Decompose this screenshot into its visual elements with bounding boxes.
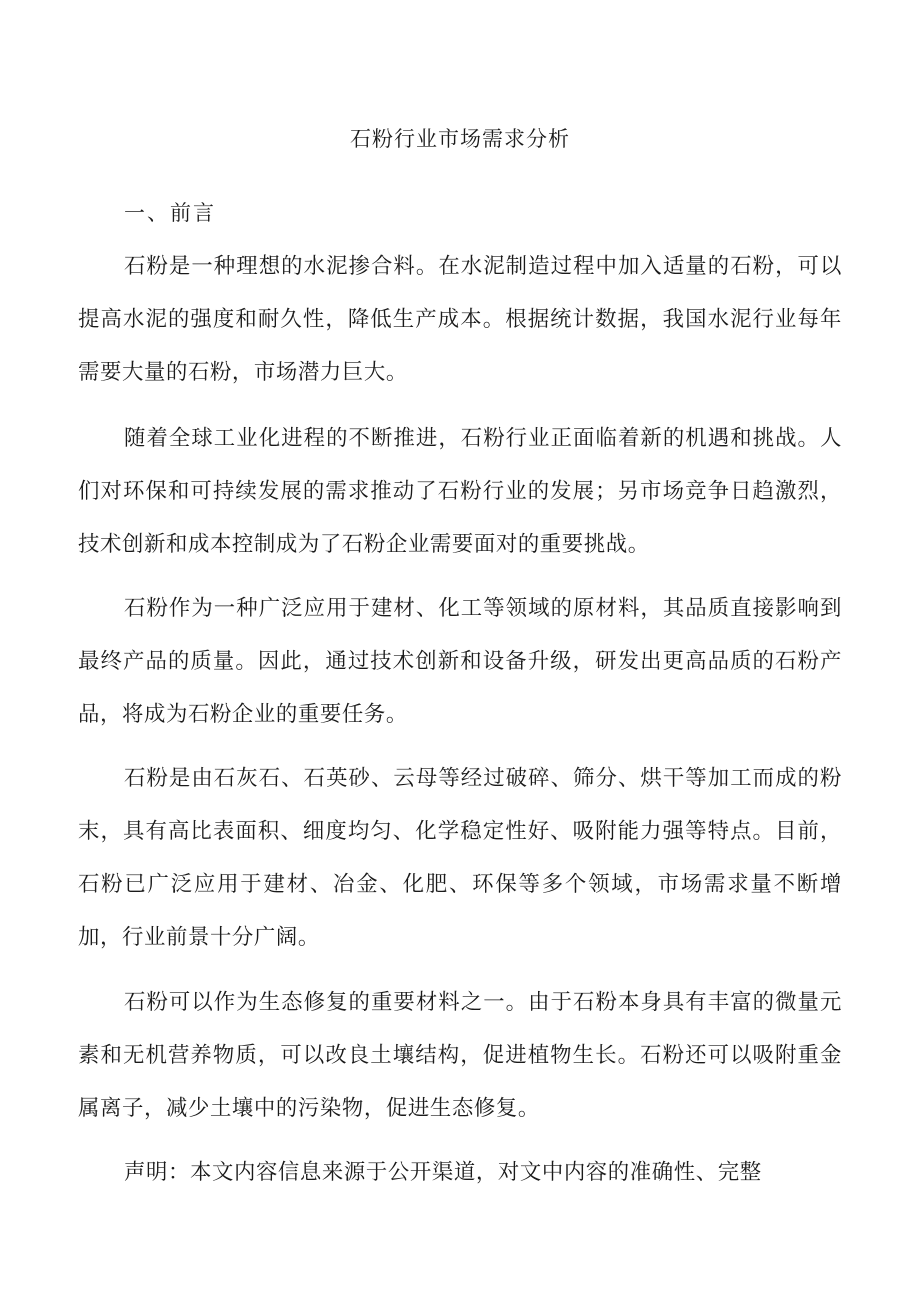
paragraph: 石粉是一种理想的水泥掺合料。在水泥制造过程中加入适量的石粉，可以提高水泥的强度和耐久性，降低生产成本。根据统计数据，我国水泥行业每年需要大量的石粉，市场潜力巨大。 — [78, 254, 842, 385]
document-title: 石粉行业市场需求分析 — [350, 127, 570, 151]
paragraph: 石粉可以作为生态修复的重要材料之一。由于石粉本身具有丰富的微量元素和无机营养物质，可以改良土壤结构，促进植物生长。石粉还可以吸附重金属离子，减少土壤中的污染物，促进生态修复。 — [78, 990, 842, 1121]
section-heading: 一、前言 — [124, 201, 216, 225]
paragraph: 随着全球工业化进程的不断推进，石粉行业正面临着新的机遇和挑战。人们对环保和可持续发展的需求推动了石粉行业的发展；另市场竞争日趋激烈，技术创新和成本控制成为了石粉企业需要面对的重要挑战。 — [78, 426, 842, 557]
disclaimer-paragraph: 声明：本文内容信息来源于公开渠道，对文中内容的准确性、完整 — [124, 1160, 762, 1185]
paragraph: 石粉是由石灰石、石英砂、云母等经过破碎、筛分、烘干等加工而成的粉末，具有高比表面积、细度均匀、化学稳定性好、吸附能力强等特点。目前，石粉已广泛应用于建材、冶金、化肥、环保等多个领域，市场需求量不断增加，行业前景十分广阔。 — [78, 766, 842, 950]
paragraph: 石粉作为一种广泛应用于建材、化工等领域的原材料，其品质直接影响到最终产品的质量。因此，通过技术创新和设备升级，研发出更高品质的石粉产品，将成为石粉企业的重要任务。 — [78, 596, 842, 727]
